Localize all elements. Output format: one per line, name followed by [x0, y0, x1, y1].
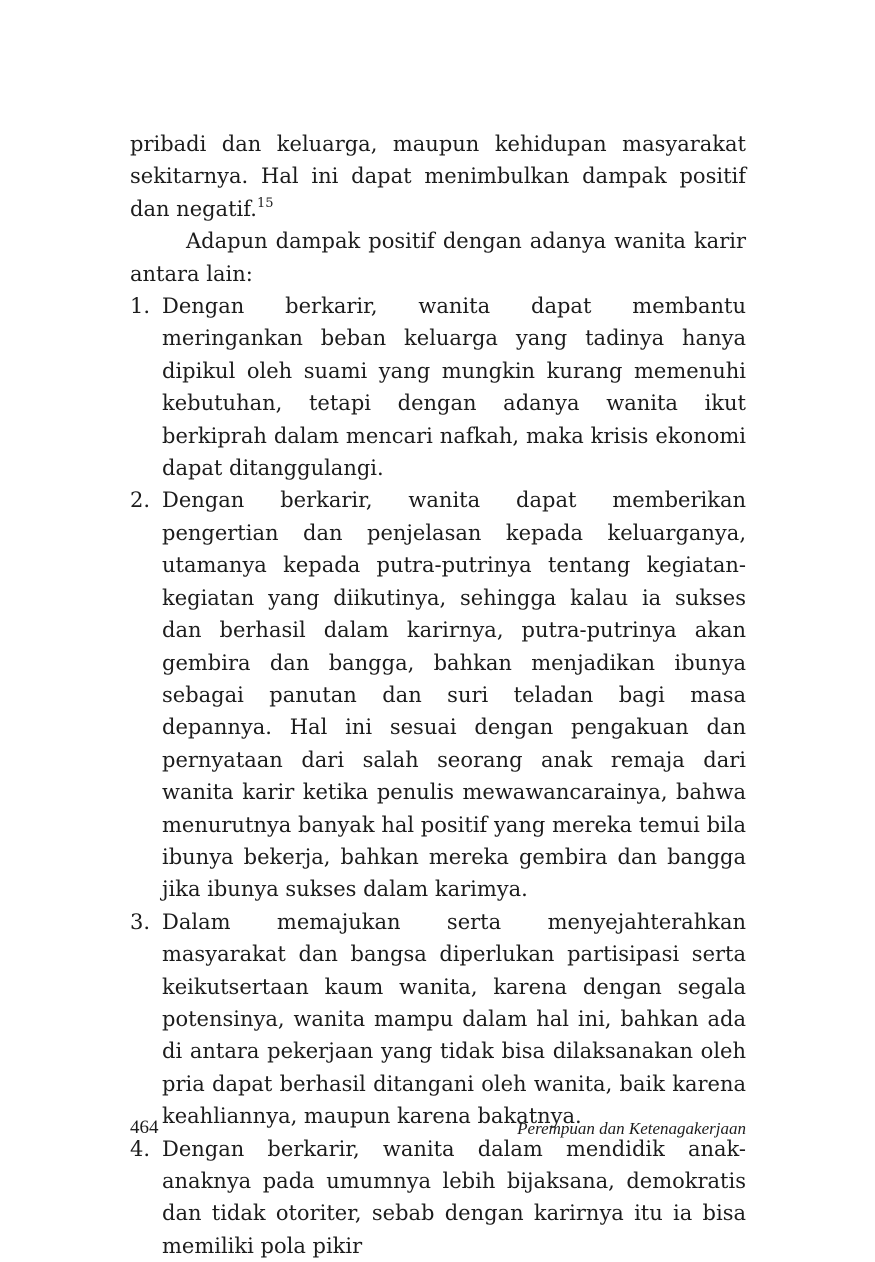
list-item-number: 4.	[130, 1136, 151, 1161]
list-item-number: 2.	[130, 488, 151, 513]
opening-paragraph	[130, 128, 746, 225]
intro-paragraph: Adapun dampak positif dengan adanya wanita karir antara lain:	[130, 229, 746, 286]
list-item-text: Dengan berkarir, wanita dalam mendidik anak-anaknya pada umumnya lebih bijaksana, demokratis dan tidak otoriter, sebab dengan karirnya itu ia bisa memiliki pola pikir	[162, 1136, 746, 1258]
list-item	[130, 906, 746, 1133]
list-item	[130, 1133, 746, 1262]
running-title: Perempuan dan Ketenagakerjaan	[517, 1119, 746, 1138]
list-item-text: Dengan berkarir, wanita dapat membantu meringankan beban keluarga yang tadinya hanya dipikul oleh suami yang mungkin kurang memenuhi kebutuhan, tetapi dengan adanya wanita ikut berkiprah dalam mencari nafkah, maka krisis ekonomi dapat ditanggulangi.	[162, 294, 746, 481]
list-item	[130, 290, 746, 484]
list-item-text: Dengan berkarir, wanita dapat memberikan pengertian dan penjelasan kepada keluarganya, utamanya kepada putra-putrinya tentang kegiatan-kegiatan yang diikutinya, sehingga kalau ia sukses dan berhasil dalam karirnya, putra-putrinya akan gembira dan bangga, bahkan menjadikan ibunya sebagai panutan dan suri teladan bagi masa depannya. Hal ini sesuai dengan pengakuan dan pernyataan dari salah seorang anak remaja dari wanita karir ketika penulis mewawancarainya, bahwa menurutnya banyak hal positif yang mereka temui bila ibunya bekerja, bahkan mereka gembira dan bangga jika ibunya sukses dalam karimya.	[162, 488, 746, 902]
list-item	[130, 484, 746, 905]
opening-line: pribadi dan keluarga, maupun kehidupan masyarakat sekitarnya. Hal ini dapat menimbulkan dampak positif dan negatif.	[130, 132, 746, 221]
list-item-number: 1.	[130, 294, 151, 319]
list-item-number: 3.	[130, 909, 151, 934]
page-number: 464	[130, 1117, 159, 1138]
footnote-reference: 15	[256, 195, 274, 211]
body-text	[130, 128, 746, 1262]
list-item-text: Dalam memajukan serta menyejahterahkan masyarakat dan bangsa diperlukan partisipasi serta keikutsertaan kaum wanita, karena dengan segala potensinya, wanita mampu dalam hal ini, bahkan ada di antara pekerjaan yang tidak bisa dilaksanakan oleh pria dapat berhasil ditangani oleh wanita, baik karena keahliannya, maupun karena bakatnya.	[162, 909, 746, 1129]
